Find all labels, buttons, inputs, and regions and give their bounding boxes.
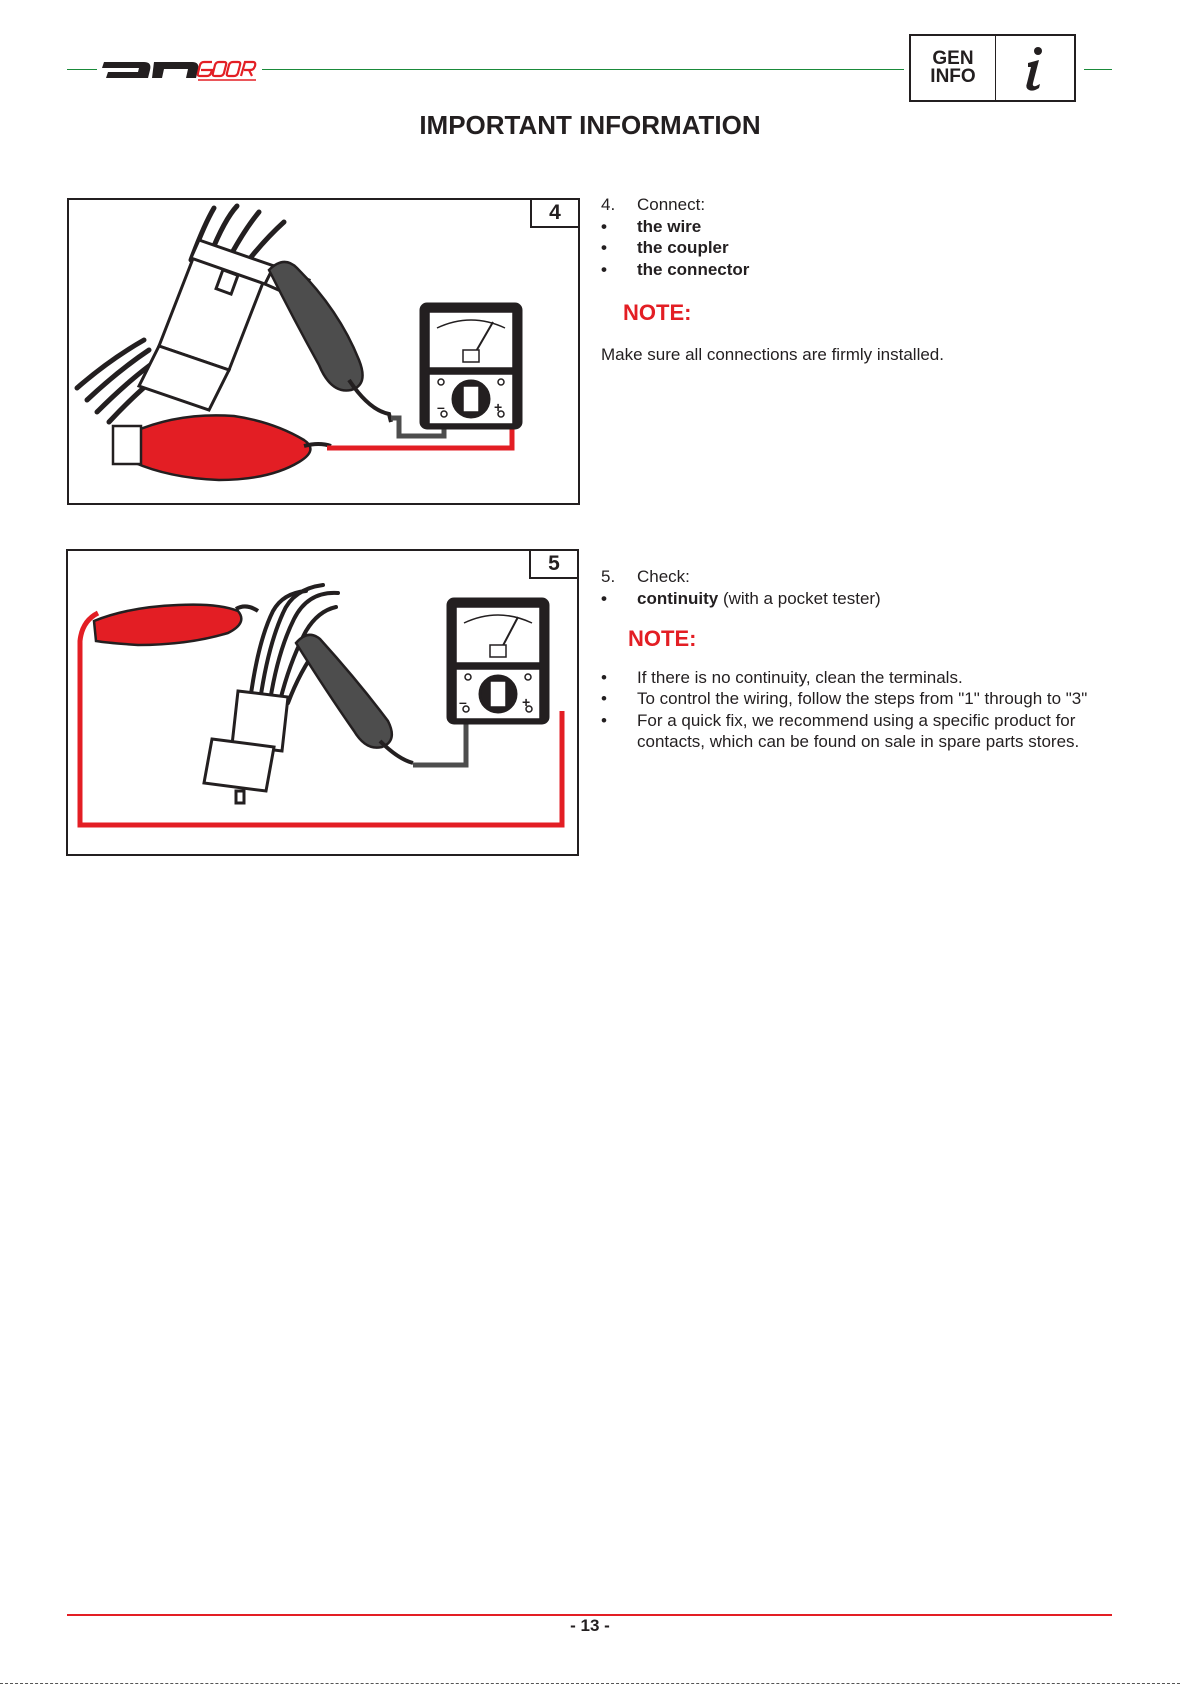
page-number: - 13 -	[570, 1616, 610, 1635]
info-icon	[996, 36, 1074, 100]
page-edge-divider	[0, 1683, 1180, 1684]
figure-5	[66, 549, 579, 856]
step-5-text	[601, 566, 1121, 753]
badge-label	[911, 36, 996, 100]
svg-text:+: +	[494, 399, 503, 415]
bullet-icon: •	[601, 238, 607, 257]
note-heading: NOTE:	[623, 300, 692, 325]
badge-line2: INFO	[930, 66, 976, 87]
bullet-icon: •	[601, 216, 607, 236]
note-item	[601, 667, 1121, 689]
svg-text:+: +	[522, 694, 531, 710]
header-line-middle	[262, 69, 904, 70]
list-item	[601, 237, 1121, 259]
step-5-heading	[601, 566, 1121, 588]
note-list	[601, 667, 1121, 753]
header-line-right	[1084, 69, 1112, 70]
bullet-icon: •	[601, 667, 607, 687]
figure-number: 5	[529, 549, 579, 579]
bullet-icon: •	[601, 689, 607, 708]
figure-4-illustration	[69, 200, 582, 507]
list-item	[601, 588, 1121, 610]
svg-text:–: –	[459, 694, 467, 710]
bullet-icon: •	[601, 710, 607, 730]
list-item	[601, 216, 1121, 238]
page-title: IMPORTANT INFORMATION	[419, 110, 761, 140]
step-intro: Check:	[637, 567, 690, 586]
step-intro: Connect:	[637, 195, 706, 214]
list-item	[601, 259, 1121, 281]
list-item-text: the wire	[637, 216, 702, 236]
note-item-text: For a quick fix, we recommend using a specific product for contacts, which can be found on sale in spare parts stores.	[637, 710, 1080, 751]
list-item-text: (with a pocket tester)	[718, 588, 881, 608]
list-item-text: the coupler	[637, 238, 729, 257]
list-item-text: the connector	[637, 259, 750, 279]
step-number: 4.	[601, 195, 616, 214]
header-line-left	[67, 69, 97, 70]
section-badge	[909, 34, 1076, 102]
svg-text:–: –	[437, 399, 445, 415]
note-heading: NOTE:	[628, 626, 697, 651]
step-4-text	[601, 194, 1121, 365]
step-number: 5.	[601, 567, 616, 586]
list-item-bold: continuity	[637, 588, 719, 608]
step-4-heading	[601, 194, 1121, 216]
badge-line1: GEN	[932, 48, 974, 69]
note-item	[601, 688, 1121, 710]
note-item	[601, 710, 1121, 753]
bullet-icon: •	[601, 259, 607, 279]
bullet-icon: •	[601, 588, 607, 608]
figure-number: 4	[530, 198, 580, 228]
figure-5-illustration	[68, 551, 581, 858]
note-item-text: To control the wiring, follow the steps from "1" through to "3"	[637, 689, 1088, 708]
note-text: Make sure all connections are firmly installed.	[601, 344, 944, 364]
brand-logo	[100, 52, 260, 86]
figure-4	[67, 198, 580, 505]
note-item-text: If there is no continuity, clean the terminals.	[637, 667, 963, 687]
